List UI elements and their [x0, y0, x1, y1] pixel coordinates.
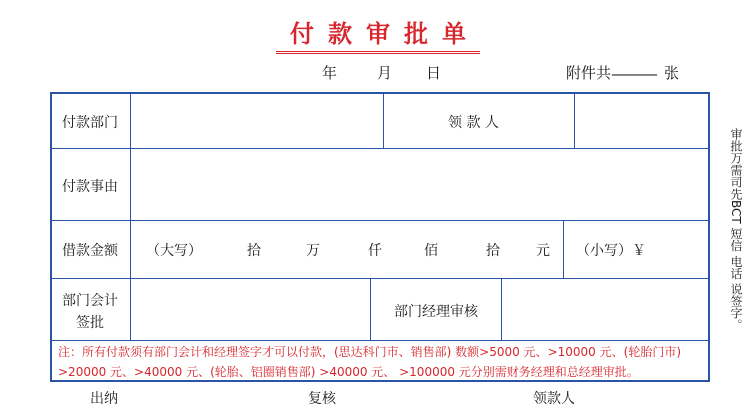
column-divider: [370, 278, 371, 340]
form-title: 付款审批单: [0, 14, 756, 54]
row-divider: [52, 220, 708, 221]
attachments-blank: ______: [612, 58, 657, 76]
row-divider: [52, 278, 708, 279]
unit-yuan: 元: [536, 243, 550, 259]
amount-lower-field[interactable]: [642, 222, 706, 276]
amount-label: 借款金额: [62, 243, 118, 259]
manager-sign-field[interactable]: [503, 280, 706, 338]
dept-field[interactable]: [132, 96, 381, 146]
approval-table: [50, 92, 710, 382]
amount-upper-label: （大写）: [146, 243, 202, 259]
reason-label: 付款事由: [62, 179, 118, 195]
column-divider: [130, 94, 131, 340]
row-divider: [52, 148, 708, 149]
approve-label-line1: 部门会计: [62, 293, 118, 309]
unit-shi-2: 拾: [486, 243, 500, 259]
unit-shi: 拾: [247, 243, 261, 259]
date-month-label: 月: [377, 64, 393, 82]
unit-wan: 万: [306, 243, 320, 259]
row-divider: [52, 340, 708, 341]
column-divider: [383, 94, 384, 148]
reason-field[interactable]: [132, 150, 706, 218]
column-divider: [501, 278, 502, 340]
reviewer-label: 复核: [308, 391, 336, 407]
dept-label: 付款部门: [62, 115, 118, 131]
column-divider: [574, 94, 575, 148]
payee-label: 领 款 人: [448, 115, 499, 131]
payee-field[interactable]: [576, 96, 706, 146]
attachments-prefix: 附件共: [566, 64, 612, 82]
side-instruction: 审批万需司先BCT 短信 电话 说签字。: [729, 128, 743, 332]
attachments-suffix: 张: [664, 64, 680, 82]
payee-footer-label: 领款人: [533, 391, 575, 407]
date-year-label: 年: [322, 64, 338, 82]
column-divider: [563, 220, 564, 278]
manager-label: 部门经理审核: [394, 304, 478, 320]
cashier-label: 出纳: [90, 391, 118, 407]
amount-lower-label: （小写）￥: [576, 243, 646, 259]
date-day-label: 日: [426, 64, 442, 82]
approval-note: 注：所有付款须有部门会计和经理签字才可以付款，(思达科门市、销售部) 数额>5000 元、>10000 元、(轮胎门市) >20000 元、>40000 元、(轮胎、铝圈销售部) >40000 元、 >100000 元分别需财务经理和总经理审批。: [58, 345, 681, 379]
accountant-sign-field[interactable]: [132, 280, 368, 338]
approve-label-line2: 签批: [76, 315, 104, 331]
unit-qian: 仟: [368, 243, 382, 259]
unit-bai: 佰: [424, 243, 438, 259]
